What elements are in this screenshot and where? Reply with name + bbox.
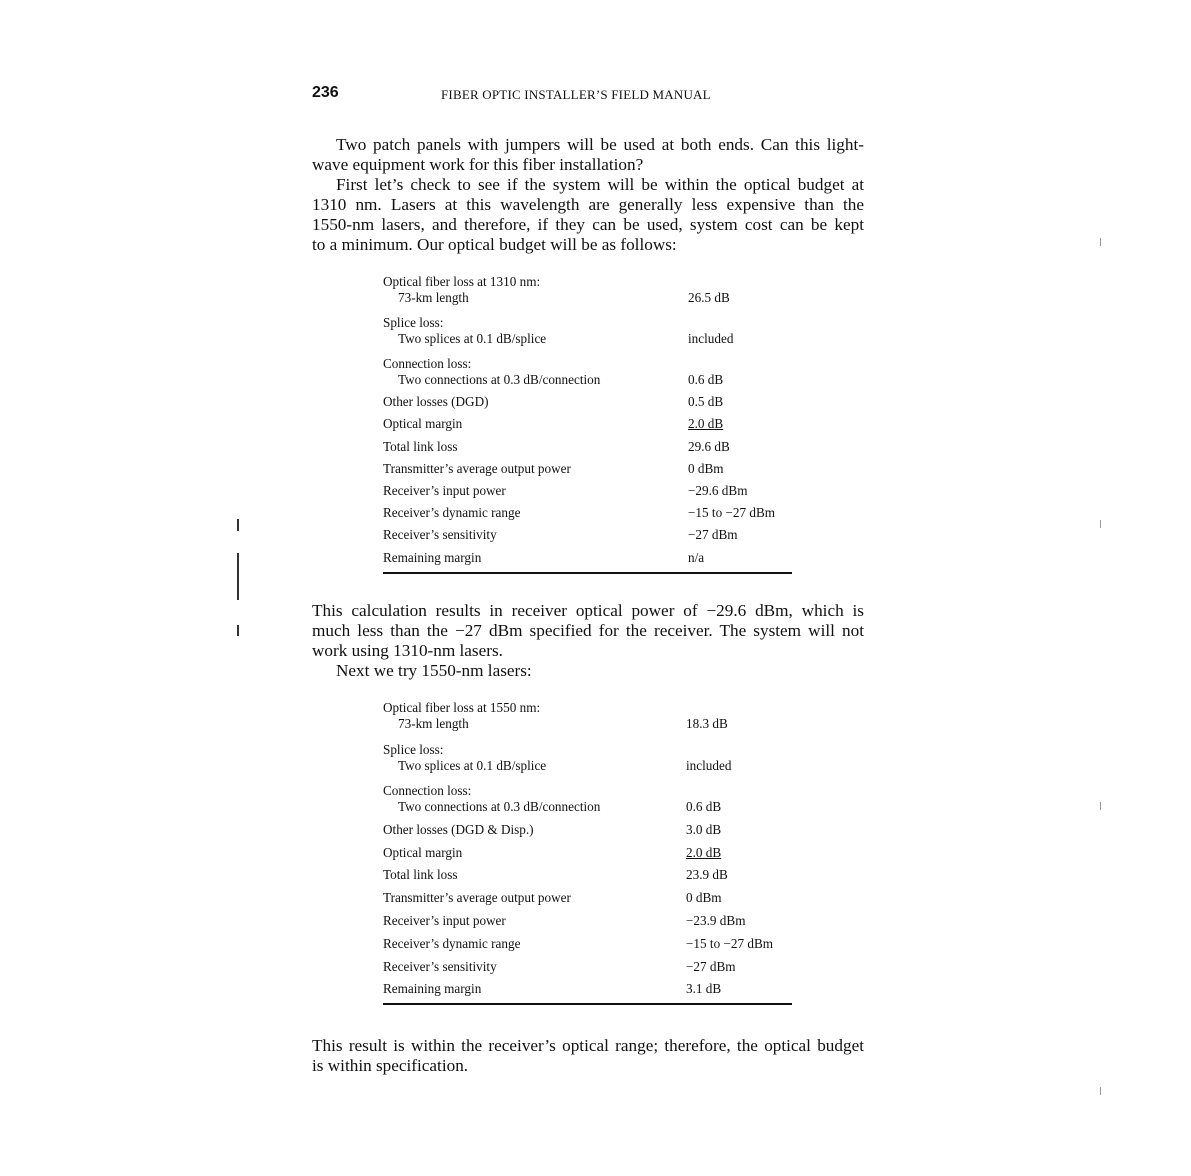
row-label: Transmitter’s average output power bbox=[383, 460, 571, 476]
row-value: −27 dBm bbox=[686, 958, 736, 974]
budget-row bbox=[383, 415, 792, 437]
row-sublabel: Two splices at 0.1 dB/splice bbox=[398, 758, 547, 773]
row-label: Receiver’s dynamic range bbox=[383, 505, 521, 521]
intro-paragraphs bbox=[312, 135, 864, 255]
row-label: Remaining margin bbox=[383, 549, 482, 565]
row-label: Other losses (DGD) bbox=[383, 394, 489, 410]
margin-change-bar bbox=[237, 519, 239, 531]
row-label: Receiver’s input power bbox=[383, 482, 506, 498]
table-bottom-rule bbox=[383, 572, 792, 574]
budget-row bbox=[383, 888, 792, 911]
row-label: Splice loss: bbox=[383, 315, 444, 330]
row-value: 3.1 dB bbox=[686, 981, 722, 997]
row-value: included bbox=[688, 331, 734, 346]
margin-change-bar bbox=[237, 553, 239, 600]
budget-row bbox=[383, 696, 792, 737]
budget-row bbox=[383, 393, 792, 415]
scan-speck bbox=[1100, 802, 1101, 810]
row-label: Connection loss: bbox=[383, 356, 472, 371]
text-line: to a minimum. Our optical budget will be as follows: bbox=[312, 235, 677, 254]
budget-row bbox=[383, 820, 792, 843]
row-label: Optical margin bbox=[383, 844, 463, 860]
text-line: Next we try 1550-nm lasers: bbox=[336, 661, 532, 680]
text-line: First let’s check to see if the system will be within the optical budget at bbox=[336, 175, 864, 194]
budget-row bbox=[383, 911, 792, 934]
scan-speck bbox=[1100, 1087, 1101, 1095]
budget-row bbox=[383, 460, 792, 482]
budget-row bbox=[383, 504, 792, 526]
row-label: Remaining margin bbox=[383, 981, 482, 997]
row-label: Other losses (DGD & Disp.) bbox=[383, 821, 534, 837]
running-head: FIBER OPTIC INSTALLER’S FIELD MANUAL bbox=[441, 87, 711, 102]
budget-row bbox=[383, 270, 792, 311]
row-label: Optical fiber loss at 1310 nm: bbox=[383, 274, 541, 289]
row-label: Transmitter’s average output power bbox=[383, 890, 571, 906]
budget-row bbox=[383, 866, 792, 889]
row-value: 26.5 dB bbox=[688, 290, 730, 305]
page-header bbox=[312, 84, 872, 106]
text-line: wave equipment work for this fiber installation? bbox=[312, 155, 644, 174]
budget-row bbox=[383, 934, 792, 957]
row-value: 2.0 dB bbox=[686, 844, 722, 860]
row-value: n/a bbox=[688, 549, 705, 565]
row-value: −29.6 dBm bbox=[688, 482, 748, 498]
row-label: Total link loss bbox=[383, 438, 458, 454]
text-line: 1310 nm. Lasers at this wavelength are generally less expensive than the bbox=[312, 195, 864, 214]
budget-row bbox=[383, 957, 792, 980]
page-number: 236 bbox=[312, 84, 339, 101]
row-value: 0.6 dB bbox=[688, 372, 724, 387]
row-value: −15 to −27 dBm bbox=[686, 935, 774, 951]
budget-row bbox=[383, 482, 792, 504]
row-value: 3.0 dB bbox=[686, 821, 722, 837]
scan-speck bbox=[1100, 520, 1101, 528]
row-label: Receiver’s input power bbox=[383, 912, 506, 928]
row-value: 29.6 dB bbox=[688, 438, 730, 454]
row-label: Optical margin bbox=[383, 416, 463, 432]
text-line: This calculation results in receiver optical power of −29.6 dBm, which is bbox=[312, 601, 864, 620]
row-sublabel: 73-km length bbox=[398, 290, 469, 305]
budget-row bbox=[383, 779, 792, 820]
conclusion-paragraph bbox=[312, 1036, 864, 1076]
row-sublabel: Two connections at 0.3 dB/connection bbox=[398, 799, 601, 814]
row-value: 18.3 dB bbox=[686, 716, 728, 731]
row-label: Receiver’s sensitivity bbox=[383, 527, 497, 543]
optical-budget-table-1310 bbox=[383, 270, 792, 571]
row-value: 0 dBm bbox=[688, 460, 724, 476]
text-line: This result is within the receiver’s optical range; therefore, the optical budget bbox=[312, 1036, 864, 1055]
row-value: included bbox=[686, 758, 732, 773]
optical-budget-table-1550 bbox=[383, 696, 792, 1002]
budget-row bbox=[383, 526, 792, 548]
text-line: Two patch panels with jumpers will be used at both ends. Can this light- bbox=[336, 135, 864, 154]
text-line: work using 1310-nm lasers. bbox=[312, 641, 503, 660]
text-line: 1550-nm lasers, and therefore, if they can be used, system cost can be kept bbox=[312, 215, 864, 234]
row-value: 2.0 dB bbox=[688, 416, 724, 432]
row-label: Total link loss bbox=[383, 867, 458, 883]
budget-row bbox=[383, 311, 792, 352]
budget-row bbox=[383, 352, 792, 393]
row-label: Splice loss: bbox=[383, 742, 444, 757]
row-label: Receiver’s sensitivity bbox=[383, 958, 497, 974]
scan-speck bbox=[1100, 238, 1101, 246]
text-line: is within specification. bbox=[312, 1056, 469, 1075]
row-value: −15 to −27 dBm bbox=[688, 505, 776, 521]
text-line: much less than the −27 dBm specified for the receiver. The system will not bbox=[312, 621, 864, 640]
row-label: Connection loss: bbox=[383, 783, 472, 798]
row-value: 23.9 dB bbox=[686, 867, 728, 883]
row-sublabel: Two connections at 0.3 dB/connection bbox=[398, 372, 601, 387]
result-paragraphs bbox=[312, 601, 864, 681]
row-label: Optical fiber loss at 1550 nm: bbox=[383, 700, 541, 715]
row-value: −27 dBm bbox=[688, 527, 738, 543]
row-label: Receiver’s dynamic range bbox=[383, 935, 521, 951]
row-value: 0 dBm bbox=[686, 890, 722, 906]
row-value: −23.9 dBm bbox=[686, 912, 746, 928]
budget-row bbox=[383, 437, 792, 459]
row-sublabel: 73-km length bbox=[398, 716, 469, 731]
budget-row bbox=[383, 980, 792, 1003]
budget-row bbox=[383, 548, 792, 570]
margin-change-bar bbox=[237, 625, 239, 636]
budget-row bbox=[383, 843, 792, 866]
row-value: 0.5 dB bbox=[688, 394, 724, 410]
table-bottom-rule bbox=[383, 1003, 792, 1005]
row-value: 0.6 dB bbox=[686, 799, 722, 814]
row-sublabel: Two splices at 0.1 dB/splice bbox=[398, 331, 547, 346]
budget-row bbox=[383, 737, 792, 779]
